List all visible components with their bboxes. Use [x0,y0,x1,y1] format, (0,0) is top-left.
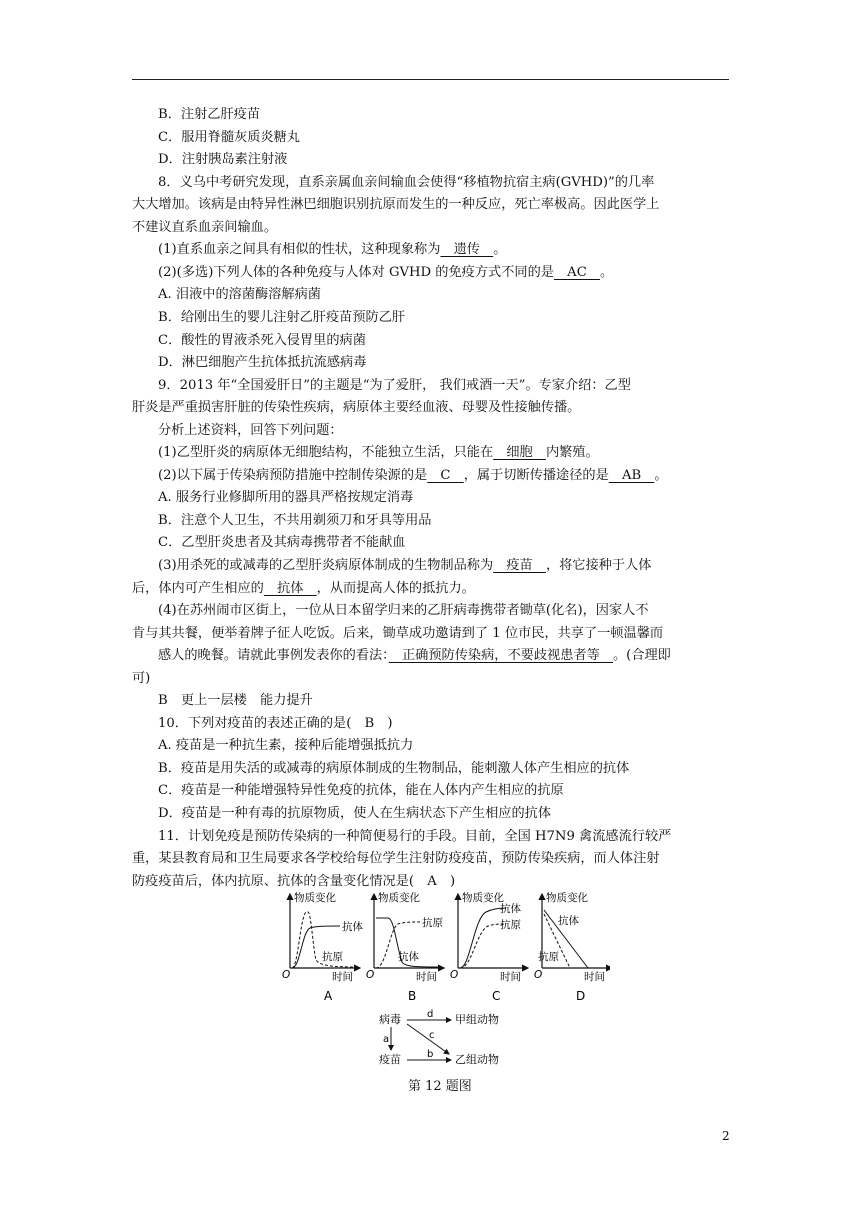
text-span: (2)以下属于传染病预防措施中控制传染源的是 [158,468,428,483]
option-d-label: D [576,989,586,1003]
text-line [132,849,660,869]
answer-blank: 正确预防传染病，不要歧视患者等 [388,648,613,663]
text-line [158,353,366,373]
text-span: A. 服务行业修脚所用的器具严格按规定消毒 [158,490,414,505]
graph-a-antigen: 抗原 [322,951,343,963]
text-line [158,781,564,801]
graph-a [282,891,363,983]
text-span: 大大增加。该病是由特异性淋巴细胞识别抗原而发生的一种反应，死亡率极高。因此医学上 [132,197,660,212]
page-number: 2 [722,1129,730,1143]
text-span: B．疫苗是用失活的或减毒的病原体制成的生物制品，能刺激人体产生相应的抗体 [158,761,630,776]
text-line [158,285,321,305]
graph-c-origin: O [450,969,459,981]
text-span: ，从而提高人体的抵抗力。 [316,581,475,596]
text-span: C．酸性的胃液杀死入侵胃里的病菌 [158,333,366,348]
graph-b-origin: O [366,969,375,981]
option-b-label: B [408,989,417,1003]
graph-d-antibody: 抗体 [558,915,579,927]
text-line [158,601,649,621]
text-line [158,736,413,756]
text-line [132,218,277,238]
answer-blank: 疫苗 [493,558,546,573]
text-span: 9．2013 年“全国爱肝日”的主题是“为了爱肝， 我们戒酒一天”。专家介绍：乙型 [158,378,631,393]
graph-a-ylabel: 物质变化 [294,892,336,904]
text-line [158,240,506,260]
answer-blank: 细胞 [493,445,546,460]
graph-c-ylabel: 物质变化 [462,892,504,904]
text-line [158,556,651,576]
graph-a-xlabel: 时间 [332,971,353,983]
option-c-label: C [492,989,501,1003]
graph-b-xlabel: 时间 [416,971,437,983]
text-span: 8．义乌中考研究发现，直系亲属血亲间输血会使得“移植物抗宿主病(GVHD)”的几率 [158,175,655,190]
answer-blank: 遗传 [440,242,494,257]
answer-blank: AC [553,265,600,280]
text-line [132,579,475,599]
text-span: C．疫苗是一种能增强特异性免疫的抗体，能在人体内产生相应的抗原 [158,783,564,798]
text-line [158,466,668,486]
text-span: D．疫苗是一种有毒的抗原物质，使人在生病状态下产生相应的抗体 [158,806,552,821]
text-span: (3)用杀死的或减毒的乙型肝炎病原体制成的生物制品称为 [158,558,494,573]
text-line [158,150,287,170]
q11-graphs [280,888,610,1006]
text-line [158,646,671,666]
text-span: C．服用脊髓灰质炎糖丸 [158,130,300,145]
answer-blank: AB [608,468,655,483]
text-span: 后，体内可产生相应的 [132,581,264,596]
graph-c [450,891,528,983]
text-line [158,804,551,824]
text-span: B．给刚出生的婴儿注射乙肝疫苗预防乙肝 [158,310,406,325]
figure-caption: 第 12 题图 [408,1079,472,1094]
text-span: 11．计划免疫是预防传染病的一种简便易行的手段。目前，全国 H7N9 禽流感流行较严 [158,829,672,844]
graph-d-xlabel: 时间 [584,971,605,983]
answer-blank: 抗体 [263,581,317,596]
text-span: 可) [132,671,151,686]
text-span: D．淋巴细胞产生抗体抵抗流感病毒 [158,355,367,370]
arrow-b: b [427,1049,434,1060]
header-rule [132,79,729,80]
arrow-d: d [427,1009,434,1020]
text-line [158,105,260,125]
graph-b-ylabel: 物质变化 [378,892,420,904]
text-span: 重，某县教育局和卫生局要求各学校给每位学生注射防疫疫苗，预防传染疾病，而人体注射 [132,851,660,866]
text-span: B．注意个人卫生，不共用剃须刀和牙具等用品 [158,513,432,528]
graph-a-origin: O [282,969,291,981]
text-line [158,443,599,463]
text-span: B 更上一层楼 能力提升 [158,693,313,708]
text-span: 分析上述资料，回答下列问题： [158,423,343,438]
node-group-b: 乙组动物 [455,1053,499,1066]
text-span: A. 疫苗是一种抗生素，接种后能增强抵抗力 [158,738,414,753]
text-span: 。 [654,468,668,483]
text-line [158,533,405,553]
answer-blank: C [427,468,464,483]
text-span: 肝炎是严重损害肝脏的传染性疾病，病原体主要经血液、母婴及性接触传播。 [132,400,581,415]
graph-d-ylabel: 物质变化 [546,892,588,904]
node-group-a: 甲组动物 [455,1013,499,1026]
option-a-label: A [324,989,333,1003]
text-line [158,827,671,847]
text-line [132,624,663,644]
graph-d-origin: O [534,969,543,981]
text-line [158,308,405,328]
graph-a-antibody: 抗体 [342,921,363,933]
text-line [132,669,150,689]
text-span: 肯与其共餐，便举着牌子征人吃饭。后来，锄草成功邀请到了 1 位市民，共享了一顿温馨而 [132,626,664,641]
text-line [132,398,580,418]
text-line [158,421,343,441]
text-line [158,331,366,351]
text-line [158,263,613,283]
text-span: ，属于切断传播途径的是 [463,468,609,483]
text-span: 。 [493,242,507,257]
text-span: ，将它接种于人体 [545,558,652,573]
text-line [158,511,431,531]
arrow-a: a [383,1034,390,1045]
text-span: (1)直系血亲之间具有相似的性状，这种现象称为 [158,242,441,257]
text-span: 内繁殖。 [545,445,599,460]
text-line [158,173,654,193]
text-span: A. 泪液中的溶菌酶溶解病菌 [158,287,321,302]
text-span: 防疫疫苗后，体内抗原、抗体的含量变化情况是( A ) [132,874,456,889]
text-line [158,376,631,396]
text-span: D．注射胰岛素注射液 [158,152,288,167]
text-line [158,714,393,734]
graph-c-antigen: 抗原 [500,919,521,931]
graph-b [366,891,444,983]
text-span: B．注射乙肝疫苗 [158,107,261,122]
arrow-c: c [429,1030,435,1041]
text-line [158,759,629,779]
text-span: 感人的晚餐。请就此事例发表你的看法： [158,648,389,663]
text-span: 。 [599,265,614,280]
q12-diagram [375,1008,535,1070]
node-virus: 病毒 [379,1013,401,1026]
graph-d-antigen: 抗原 [538,951,559,963]
graph-c-antibody: 抗体 [500,903,521,915]
text-span: (2)(多选)下列人体的各种免疫与人体对 GVHD 的免疫方式不同的是 [158,265,554,280]
graph-b-antigen-top: 抗原 [422,917,443,929]
text-span: 不建议直系血亲间输血。 [132,220,278,235]
text-line [158,488,413,508]
text-span: 。(合理即 [612,648,671,663]
text-span: C．乙型肝炎患者及其病毒携带者不能献血 [158,535,406,550]
text-line [158,691,313,711]
text-line [132,195,660,215]
graph-b-antibody: 抗体 [398,951,419,963]
text-span: (4)在苏州闹市区街上，一位从日本留学归来的乙肝病毒携带者锄草(化名)，因家人不 [158,603,649,618]
text-line [158,128,300,148]
node-vaccine: 疫苗 [379,1053,401,1066]
graph-d [534,891,610,983]
text-span: 10．下列对疫苗的表述正确的是( B ) [158,716,393,731]
text-span: (1)乙型肝炎的病原体无细胞结构，不能独立生活，只能在 [158,445,494,460]
graph-c-xlabel: 时间 [500,971,521,983]
